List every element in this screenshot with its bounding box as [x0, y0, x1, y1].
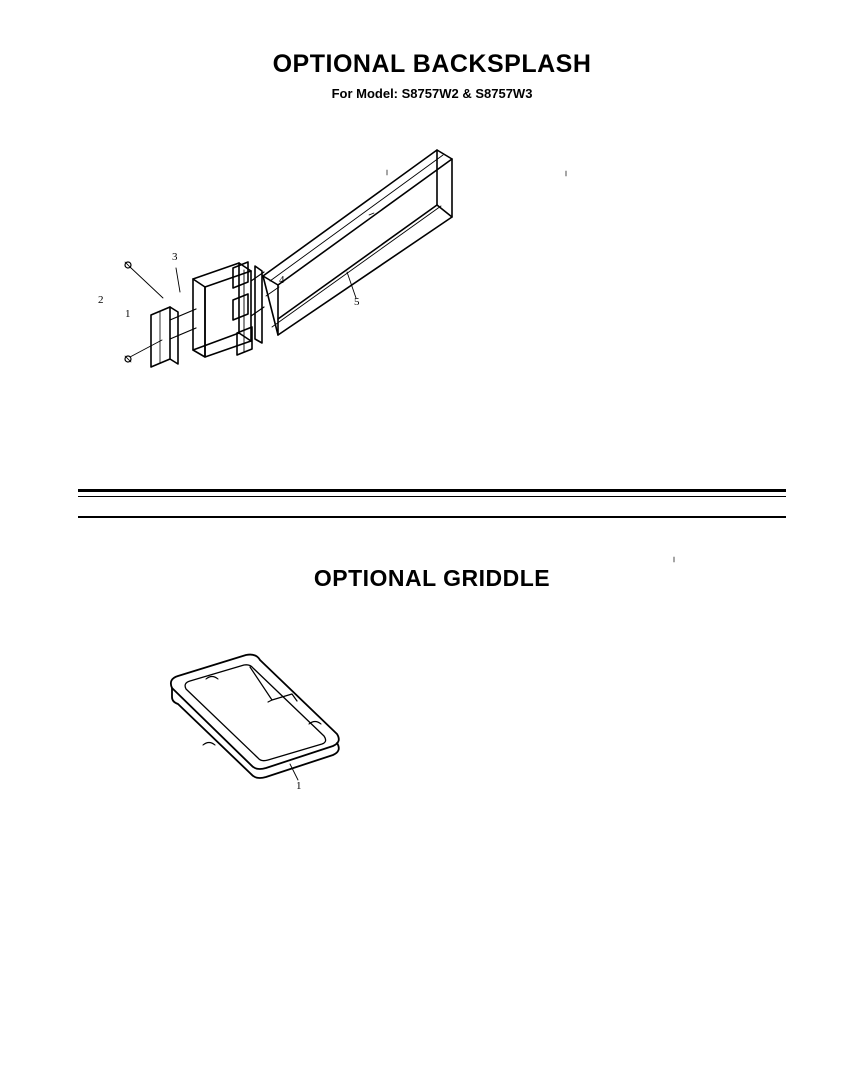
page-title-griddle: OPTIONAL GRIDDLE	[313, 565, 551, 591]
callout-backsplash-5: 5	[354, 296, 360, 308]
section-divider-line-bottom	[78, 516, 786, 518]
callout-backsplash-3: 3	[172, 251, 178, 263]
page-title-backsplash: OPTIONAL BACKSPLASH	[272, 50, 592, 78]
section-divider-line-top	[78, 489, 786, 492]
callout-backsplash-4: 4	[279, 274, 285, 286]
model-subtitle: For Model: S8757W2 & S8757W3	[331, 86, 533, 101]
section-divider-line-middle	[78, 496, 786, 497]
callout-backsplash-1: 1	[125, 308, 131, 320]
callout-griddle-1: 1	[296, 780, 302, 792]
callout-backsplash-2: 2	[98, 294, 104, 306]
